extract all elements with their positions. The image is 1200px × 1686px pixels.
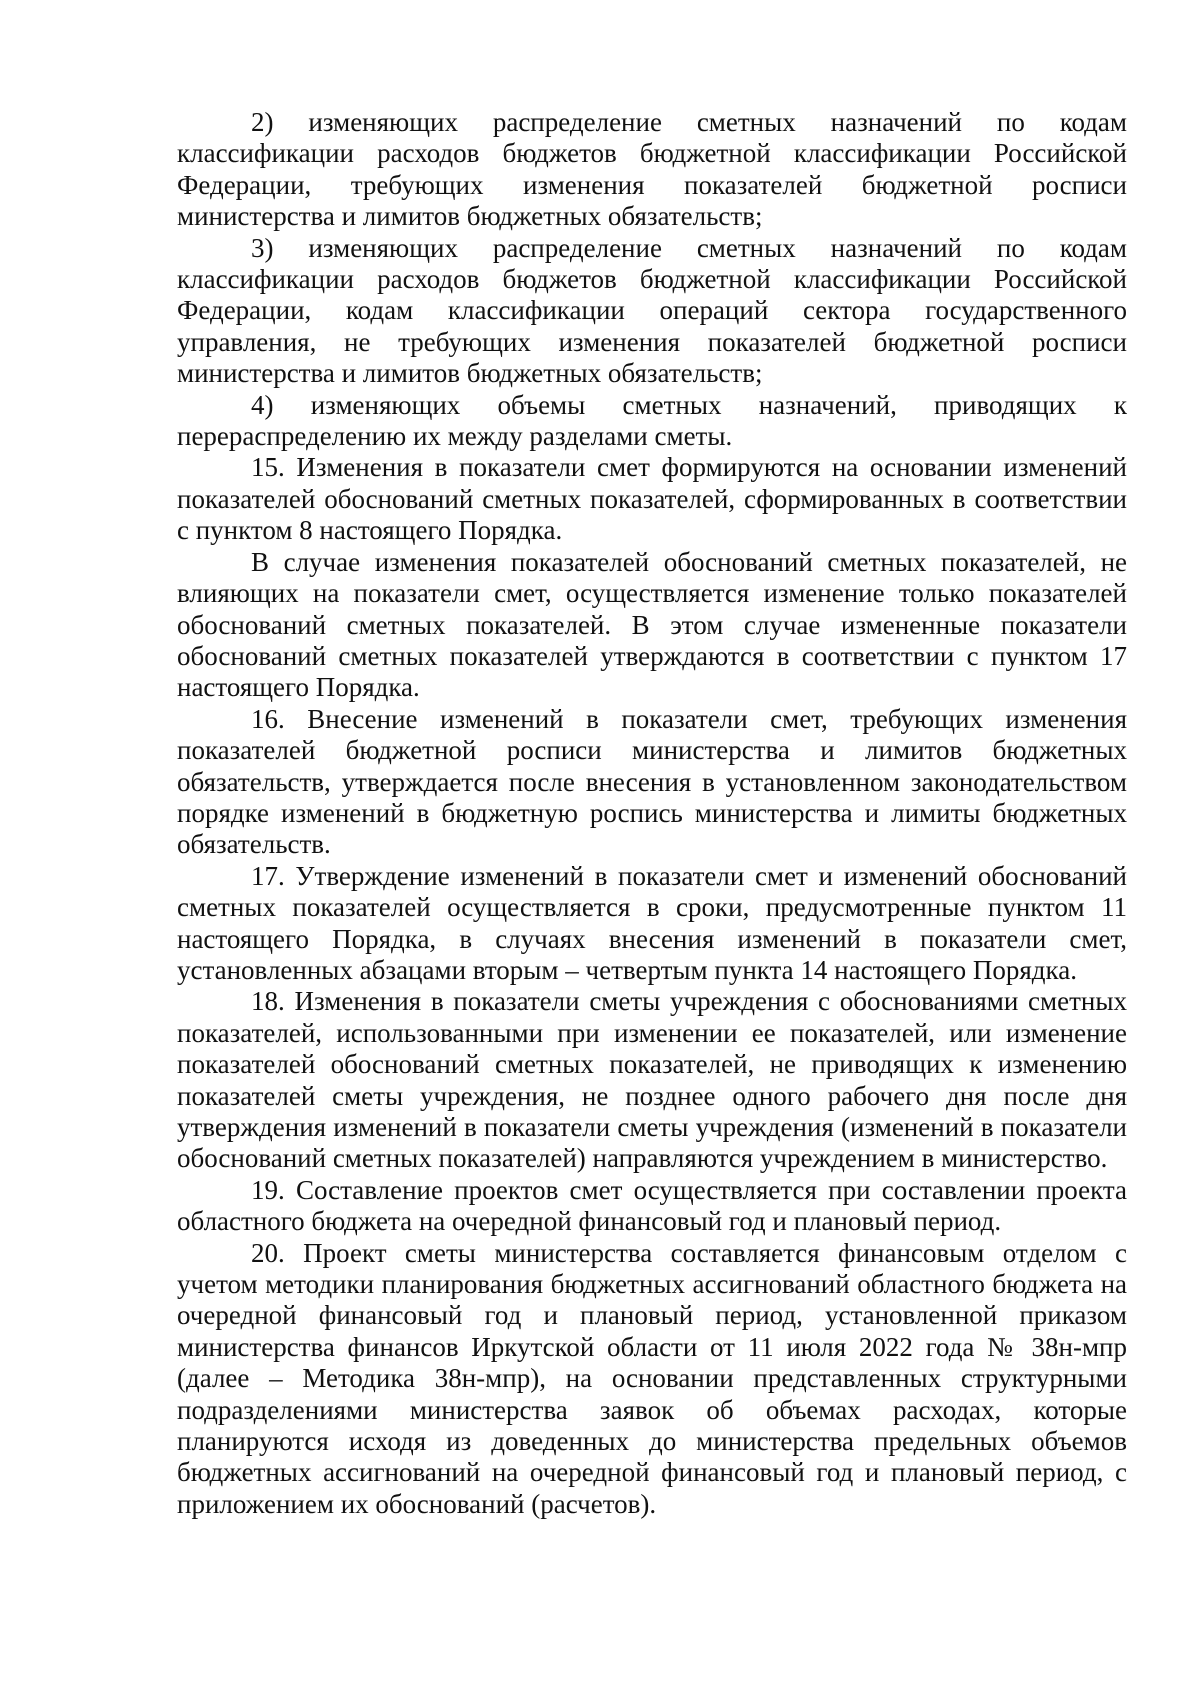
paragraph-clause-20: 20. Проект сметы министерства составляется финансовым отделом с учетом методики планирования бюджетных ассигнований областного бюджета на очередной финансовый год и плановый период, установленной приказом министерства финансов Иркутской области от 11 июля 2022 года № 38н-мпр (далее – Методика 38н-мпр), на основании представленных структурными подразделениями министерства заявок об объемах расходах, которые планируются исходя из доведенных до министерства предельных объемов бюджетных ассигнований на очередной финансовый год и плановый период, с приложением их обоснований (расчетов). [177,1237,1127,1519]
document-page [177,107,1127,1520]
paragraph-clause-17: 17. Утверждение изменений в показатели смет и изменений обоснований сметных показателей осуществляется в сроки, предусмотренные пунктом 11 настоящего Порядка, в случаях внесения изменений в показатели смет, установленных абзацами вторым – четвертым пункта 14 настоящего Порядка. [177,860,1127,985]
paragraph-item-3: 3) изменяющих распределение сметных назначений по кодам классификации расходов бюджетов бюджетной классификации Российской Федерации, кодам классификации операций сектора государственного управления, не требующих изменения показателей бюджетной росписи министерства и лимитов бюджетных обязательств; [177,232,1127,389]
paragraph-item-4: 4) изменяющих объемы сметных назначений, приводящих к перераспределению их между разделами сметы. [177,389,1127,452]
paragraph-clause-15-second: В случае изменения показателей обоснований сметных показателей, не влияющих на показатели смет, осуществляется изменение только показателей обоснований сметных показателей. В этом случае измененные показатели обоснований сметных показателей утверждаются в соответствии с пунктом 17 настоящего Порядка. [177,546,1127,703]
paragraph-clause-18: 18. Изменения в показатели сметы учреждения с обоснованиями сметных показателей, использованными при изменении ее показателей, или изменение показателей обоснований сметных показателей, не приводящих к изменению показателей сметы учреждения, не позднее одного рабочего дня после дня утверждения изменений в показатели сметы учреждения (изменений в показатели обоснований сметных показателей) направляются учреждением в министерство. [177,986,1127,1174]
paragraph-item-2: 2) изменяющих распределение сметных назначений по кодам классификации расходов бюджетов бюджетной классификации Российской Федерации, требующих изменения показателей бюджетной росписи министерства и лимитов бюджетных обязательств; [177,107,1127,232]
paragraph-clause-16: 16. Внесение изменений в показатели смет, требующих изменения показателей бюджетной росписи министерства и лимитов бюджетных обязательств, утверждается после внесения в установленном законодательством порядке изменений в бюджетную роспись министерства и лимиты бюджетных обязательств. [177,703,1127,860]
paragraph-clause-19: 19. Составление проектов смет осуществляется при составлении проекта областного бюджета на очередной финансовый год и плановый период. [177,1174,1127,1237]
paragraph-clause-15: 15. Изменения в показатели смет формируются на основании изменений показателей обоснований сметных показателей, сформированных в соответствии с пунктом 8 настоящего Порядка. [177,452,1127,546]
